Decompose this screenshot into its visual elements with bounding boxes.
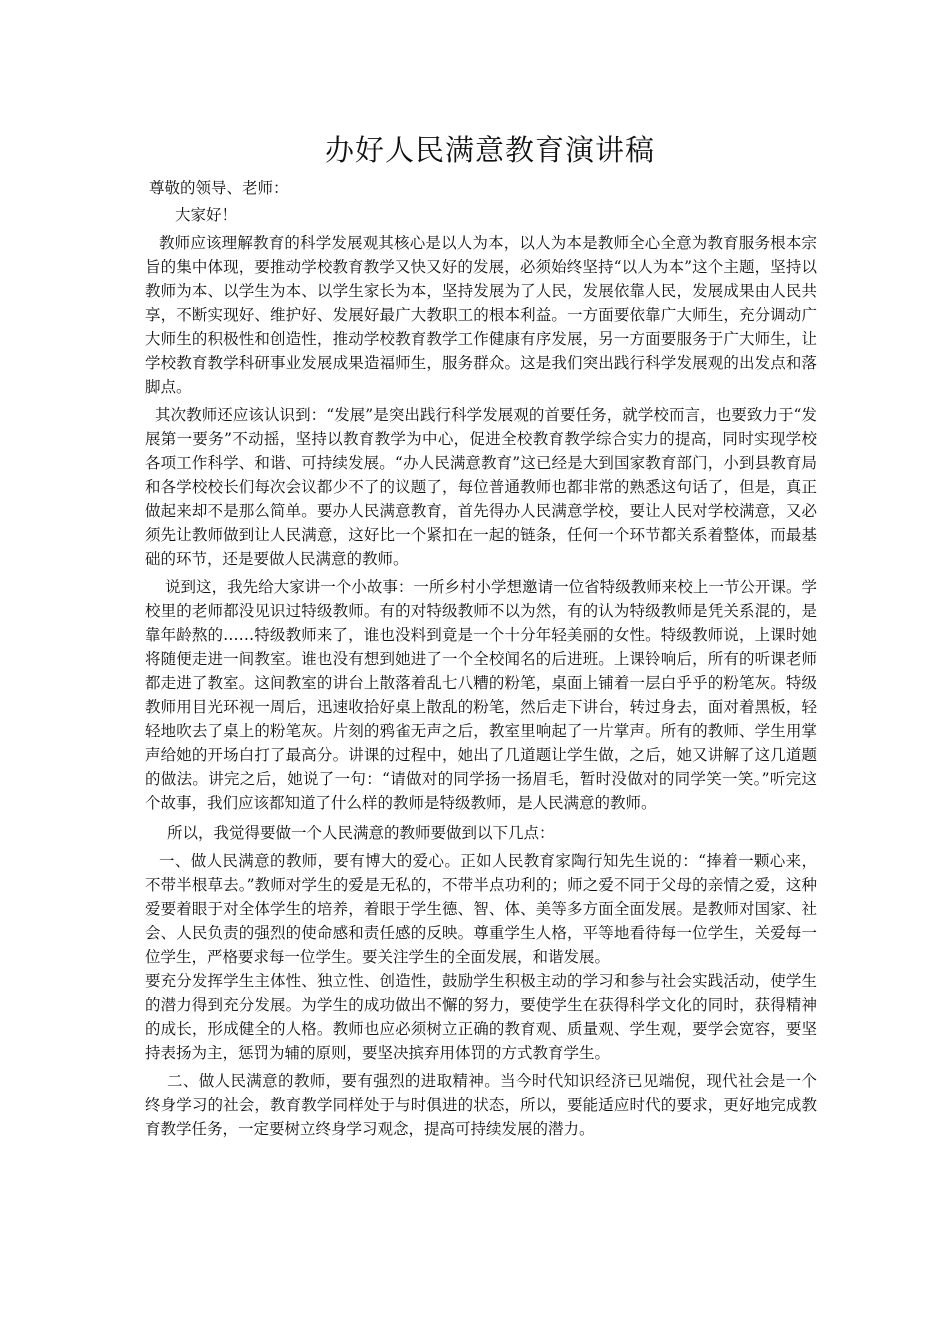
paragraph-1: 教师应该理解教育的科学发展观其核心是以人为本，以人为本是教师全心全意为教育服务根本宗旨的集中体现，要推动学校教育教学又快又好的发展，必须始终坚持“以人为本”这个主题，坚持以教师为本、以学生为本、以学生家长为本，坚持发展为了人民，发展依靠人民，发展成果由人民共享，不断实现好、维护好、发展好最广大教职工的根本利益。一方面要依靠广大师生，充分调动广大师生的积极性和创造性，推动学校教育教学工作健康有序发展，另一方面要服务于广大师生，让学校教育教学科研事业发展成果造福师生，服务群众。这是我们突出践行科学发展观的出发点和落脚点。 (145, 234, 817, 396)
paragraph-5: 一、做人民满意的教师，要有博大的爱心。正如人民教育家陶行知先生说的：“捧着一颗心来，不带半根草去。”教师对学生的爱是无私的，不带半点功利的；师之爱不同于父母的亲情之爱，这种爱要着眼于对全体学生的培养，着眼于学生德、智、体、美等多方面全面发展。是教师对国家、社会、人民负责的强烈的使命感和责任感的反映。尊重学生人格，平等地看待每一位学生，关爱每一位学生，严格要求每一位学生。要关注学生的全面发展，和谐发展。 (145, 852, 817, 966)
document-body (145, 176, 817, 1141)
document-title: 办好人民满意教育演讲稿 (324, 133, 655, 167)
paragraph-3: 说到这，我先给大家讲一个小故事：一所乡村小学想邀请一位省特级教师来校上一节公开课。学校里的老师都没见识过特级教师。有的对特级教师不以为然，有的认为特级教师是凭关系混的，是靠年龄熬的……特级教师来了，谁也没料到竟是一个十分年轻美丽的女性。特级教师说，上课时她将随便走进一间教室。谁也没有想到她进了一个全校闻名的后进班。上课铃响后，所有的听课老师都走进了教室。这间教室的讲台上散落着乱七八糟的粉笔，桌面上铺着一层白乎乎的粉笔灰。特级教师用目光环视一周后，迅速收拾好桌上散乱的粉笔，然后走下讲台，转过身去，面对着黑板，轻轻地吹去了桌上的粉笔灰。片刻的鸦雀无声之后，教室里响起了一片掌声。所有的教师、学生用掌声给她的开场白打了最高分。讲课的过程中，她出了几道题让学生做，之后，她又讲解了这几道题的做法。讲完之后，她说了一句：“请做对的同学扬一扬眉毛，暂时没做对的同学笑一笑。”听完这个故事，我们应该都知道了什么样的教师是特级教师，是人民满意的教师。 (145, 578, 817, 812)
greeting: 大家好！ (175, 206, 238, 224)
paragraph-7: 二、做人民满意的教师，要有强烈的进取精神。当今时代知识经济已见端倪，现代社会是一个终身学习的社会，教育教学同样处于与时俱进的状态，所以，要能适应时代的要求，更好地完成教育教学任务，一定要树立终身学习观念，提高可持续发展的潜力。 (145, 1072, 817, 1138)
salutation: 尊敬的领导、老师： (149, 179, 289, 197)
paragraph-2: 其次教师还应该认识到：“发展”是突出践行科学发展观的首要任务，就学校而言，也要致力于“发展第一要务”不动摇，坚持以教育教学为中心，促进全校教育教学综合实力的提高，同时实现学校各项工作科学、和谐、可持续发展。“办人民满意教育”这已经是大到国家教育部门，小到县教育局和各学校校长们每次会议都少不了的议题了，每位普通教师也都非常的熟悉这句话了，但是，真正做起来却不是那么简单。要办人民满意教育，首先得办人民满意学校，要让人民对学校满意，又必须先让教师做到让人民满意，这好比一个紧扣在一起的链条，任何一个环节都关系着整体，而最基础的环节，还是要做人民满意的教师。 (145, 406, 817, 568)
paragraph-4: 所以，我觉得要做一个人民满意的教师要做到以下几点： (167, 824, 555, 842)
paragraph-6: 要充分发挥学生主体性、独立性、创造性，鼓励学生积极主动的学习和参与社会实践活动，使学生的潜力得到充分发展。为学生的成功做出不懈的努力，要使学生在获得科学文化的同时，获得精神的成长，形成健全的人格。教师也应必须树立正确的教育观、质量观、学生观，要学会宽容，要坚持表扬为主，惩罚为辅的原则，要坚决摈弃用体罚的方式教育学生。 (145, 972, 817, 1062)
